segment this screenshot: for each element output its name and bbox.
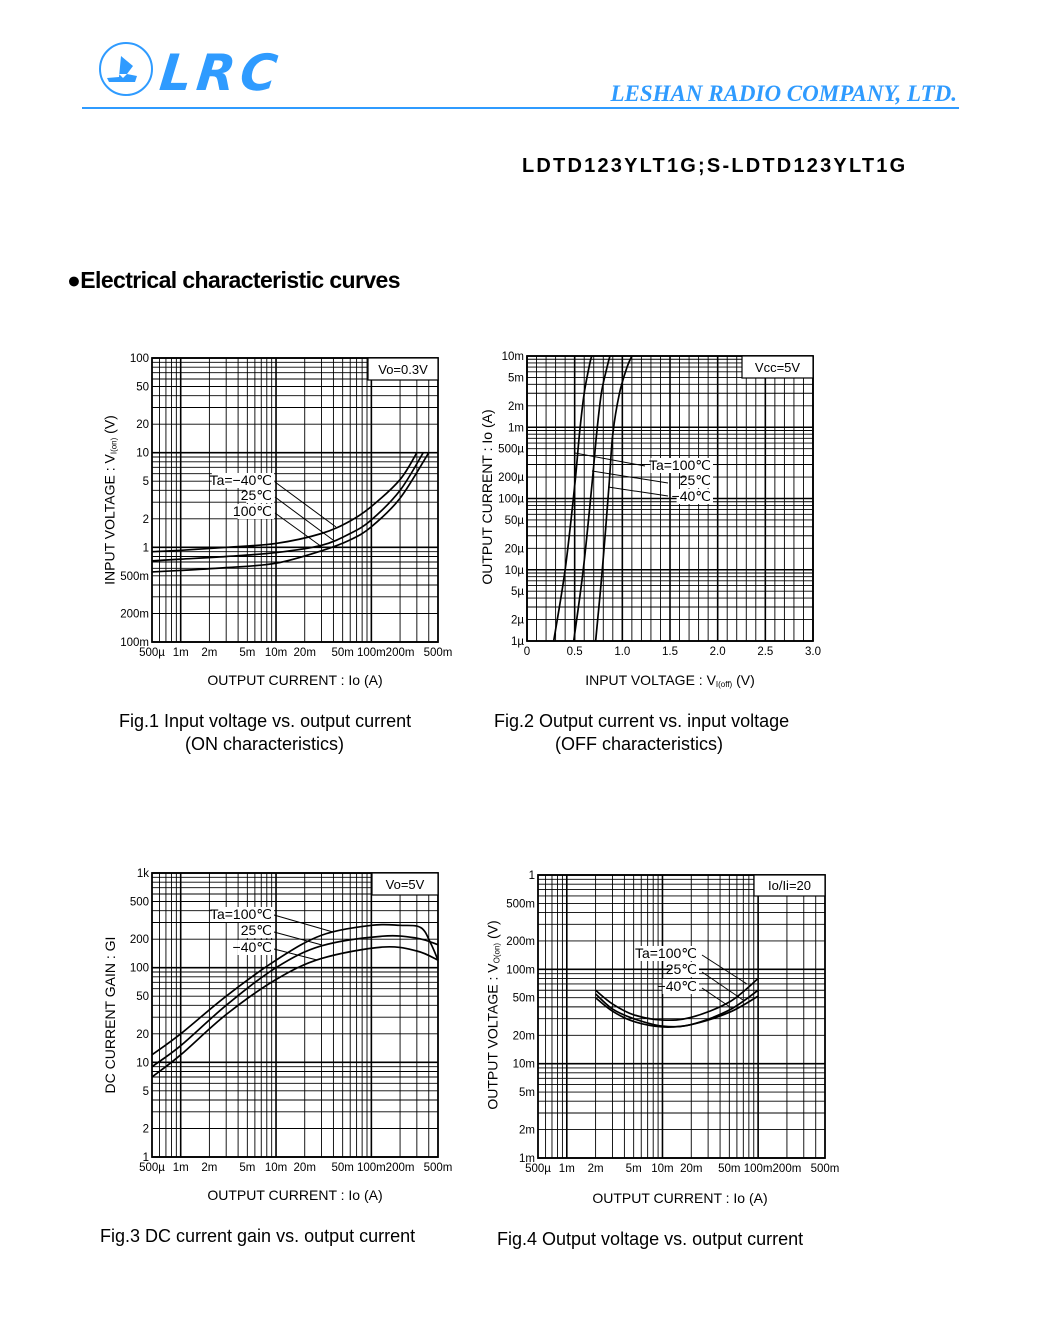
- y-tick-label: 5: [142, 476, 149, 489]
- x-tick-label: 0.5: [566, 646, 583, 658]
- fig4-xlabel-text: OUTPUT CURRENT : Io (A): [592, 1190, 768, 1206]
- condition-label: Vo=0.3V: [378, 362, 428, 377]
- fig2-xlabel-text: INPUT VOLTAGE : V: [585, 672, 716, 688]
- fig4-ylabel-text: OUTPUT VOLTAGE : V: [484, 963, 501, 1110]
- y-tick-label: 100m: [120, 637, 149, 649]
- condition-label: Vcc=5V: [754, 360, 801, 375]
- fig4-caption: Fig.4 Output voltage vs. output current: [497, 1229, 804, 1249]
- x-tick-label: 2m: [587, 1163, 604, 1175]
- y-tick-label: 200µ: [498, 472, 524, 485]
- annotation-leader-line: [608, 487, 668, 496]
- fig2-ylabel-text: OUTPUT CURRENT : Io (A): [479, 409, 495, 585]
- y-tick-label: 5µ: [510, 586, 524, 599]
- y-tick-label: 50m: [512, 992, 535, 1005]
- fig4-ylabel-sub: O(on): [492, 942, 502, 964]
- x-tick-label: 100m: [356, 1162, 386, 1174]
- y-tick-label: 5m: [519, 1087, 535, 1100]
- y-tick-label: 1: [142, 1152, 149, 1164]
- fig3-caption: Fig.3 DC current gain vs. output current: [100, 1226, 416, 1246]
- fig2-chart: [498, 351, 821, 658]
- series-line-1: [152, 936, 438, 1067]
- x-tick-label: 200m: [385, 647, 415, 659]
- y-tick-label: 200m: [506, 935, 535, 948]
- y-tick-label: 1k: [136, 868, 149, 880]
- x-tick-label: 200m: [772, 1163, 802, 1175]
- grid: [152, 358, 438, 642]
- y-tick-label: 10m: [501, 351, 524, 363]
- fig1-xlabel-text: OUTPUT CURRENT : Io (A): [207, 672, 383, 688]
- x-tick-label: 1m: [172, 1162, 189, 1174]
- y-tick-label: 1m: [508, 422, 524, 435]
- x-tick-label: 2.5: [757, 646, 774, 658]
- y-tick-label: 500m: [506, 898, 535, 911]
- plot-frame: [152, 358, 438, 642]
- series-label: 25℃: [240, 487, 272, 503]
- y-tick-label: 5m: [508, 372, 524, 385]
- y-tick-label: 20µ: [504, 543, 524, 556]
- x-tick-label: 100m: [356, 647, 386, 659]
- x-tick-label: 0: [523, 646, 531, 658]
- x-tick-label: 50m: [718, 1163, 741, 1175]
- y-tick-label: 200m: [120, 608, 149, 621]
- fig3-x-axis-label: [207, 1187, 382, 1203]
- x-tick-label: 500m: [423, 1162, 453, 1174]
- fig1-y-axis-label: [102, 415, 119, 585]
- y-tick-label: 100: [129, 962, 149, 975]
- fig3-y-axis-label: [102, 937, 118, 1094]
- x-tick-label: 1.0: [614, 646, 631, 658]
- y-tick-label: 2: [142, 513, 149, 526]
- fig1-subcaption: (ON characteristics): [185, 734, 345, 754]
- x-tick-label: 5m: [239, 647, 256, 659]
- y-tick-label: 50: [136, 991, 149, 1004]
- y-tick-label: 2m: [519, 1124, 535, 1137]
- y-tick-label: 10: [136, 1057, 149, 1070]
- x-tick-label: 20m: [680, 1163, 703, 1175]
- series-line-2: [152, 453, 429, 572]
- y-tick-label: 2: [142, 1123, 149, 1136]
- y-tick-label: 10m: [512, 1058, 535, 1071]
- y-tick-label: 1: [528, 870, 535, 882]
- x-tick-label: 10m: [264, 647, 288, 659]
- condition-label: Io/Ii=20: [767, 878, 812, 893]
- y-tick-label: 100µ: [498, 493, 524, 506]
- y-tick-label: 500µ: [498, 443, 524, 456]
- x-tick-label: 500µ: [525, 1163, 551, 1175]
- part-number: LDTD123YLT1G;S-LDTD123YLT1G: [522, 155, 908, 177]
- x-tick-label: 2.0: [709, 646, 726, 658]
- x-tick-label: 200m: [385, 1162, 415, 1174]
- series-line-0: [152, 925, 438, 1055]
- condition-label: Vo=5V: [385, 877, 425, 892]
- series-label: Ta=−40℃: [209, 472, 272, 488]
- y-tick-label: 20m: [512, 1030, 535, 1043]
- series-label: Ta=100℃: [648, 457, 711, 473]
- y-tick-label: 10: [136, 447, 149, 460]
- series-label: Ta=100℃: [209, 906, 272, 922]
- x-tick-label: 500m: [423, 647, 453, 659]
- y-tick-label: 20: [136, 419, 149, 432]
- fig2-caption: Fig.2 Output current vs. input voltage: [494, 711, 790, 731]
- y-tick-label: 20: [136, 1028, 149, 1041]
- y-tick-label: 5: [142, 1085, 149, 1098]
- x-tick-label: 5m: [239, 1162, 256, 1174]
- fig4-x-axis-label: [592, 1190, 767, 1206]
- x-tick-label: 20m: [293, 647, 316, 659]
- logo-text: LRC: [156, 44, 286, 102]
- x-tick-label: 10m: [264, 1162, 288, 1174]
- grid: [538, 875, 825, 1158]
- fig2-subcaption: (OFF characteristics): [555, 734, 724, 754]
- y-tick-label: 10µ: [504, 564, 524, 577]
- fig4-y-axis-label: [485, 920, 502, 1109]
- fig3-ylabel-text: DC CURRENT GAIN : GI: [102, 936, 118, 1094]
- section-title: ●Electrical characteristic curves: [67, 267, 400, 293]
- fig4-chart: [506, 870, 839, 1175]
- fig2-x-axis-label: [585, 672, 755, 689]
- series-line-2: [152, 947, 438, 1077]
- x-tick-label: 2m: [201, 647, 218, 659]
- annotation-leader-line: [274, 915, 333, 932]
- series-label: −40℃: [232, 939, 272, 955]
- series-label: 25℃: [240, 922, 272, 938]
- y-tick-label: 100: [129, 353, 149, 365]
- x-tick-label: 3.0: [805, 646, 821, 658]
- series-label: 25℃: [679, 472, 711, 488]
- company-name: LESHAN RADIO COMPANY, LTD.: [610, 81, 957, 106]
- y-tick-label: 50: [136, 381, 149, 394]
- fig1-chart: [120, 353, 452, 659]
- fig3-chart: [130, 868, 453, 1174]
- y-tick-label: 1: [142, 542, 149, 555]
- x-tick-label: 20m: [293, 1162, 316, 1174]
- x-tick-label: 1.5: [662, 646, 678, 658]
- x-tick-label: 500µ: [139, 647, 165, 659]
- plot-frame: [152, 873, 438, 1157]
- x-tick-label: 50m: [331, 1162, 354, 1174]
- fig4-ylabel-unit: (V): [484, 920, 501, 943]
- x-tick-label: 1m: [558, 1163, 575, 1175]
- x-tick-label: 2m: [201, 1162, 218, 1174]
- x-tick-label: 5m: [625, 1163, 642, 1175]
- x-tick-label: 1m: [172, 647, 189, 659]
- series-label: 25℃: [665, 961, 697, 977]
- y-tick-label: 200: [129, 934, 149, 947]
- x-tick-label: 10m: [651, 1163, 674, 1175]
- grid: [152, 873, 438, 1157]
- grid: [527, 356, 813, 641]
- fig3-xlabel-text: OUTPUT CURRENT : Io (A): [207, 1187, 383, 1203]
- y-tick-label: 500: [129, 896, 149, 909]
- y-tick-label: 1µ: [510, 636, 524, 648]
- fig2-y-axis-label: [479, 409, 495, 584]
- annotation-leader-line: [275, 482, 336, 527]
- fig1-ylabel-text: INPUT VOLTAGE : V: [101, 454, 118, 585]
- fig2-xlabel-sub: I(off): [715, 680, 733, 689]
- x-tick-label: 500µ: [139, 1162, 165, 1174]
- y-tick-label: 2m: [508, 400, 524, 413]
- series-label: 100℃: [232, 503, 272, 519]
- x-tick-label: 100m: [743, 1163, 773, 1175]
- x-tick-label: 50m: [331, 647, 354, 659]
- series-label: Ta=100℃: [634, 945, 697, 961]
- annotation-leader-line: [702, 988, 733, 1009]
- series-line-2: [596, 996, 759, 1027]
- fig1-x-axis-label: [207, 672, 382, 688]
- series-label: −40℃: [657, 978, 697, 994]
- fig1-ylabel-sub: I(on): [109, 437, 119, 455]
- y-tick-label: 100m: [506, 964, 535, 977]
- y-tick-label: 500m: [120, 570, 149, 583]
- fig1-caption: Fig.1 Input voltage vs. output current: [119, 711, 412, 731]
- fig2-xlabel-unit: (V): [732, 672, 755, 688]
- fig1-ylabel-unit: (V): [101, 415, 118, 438]
- y-tick-label: 1m: [519, 1153, 535, 1165]
- y-tick-label: 50µ: [504, 514, 524, 527]
- y-tick-label: 2µ: [510, 614, 524, 627]
- x-tick-label: 500m: [810, 1163, 840, 1175]
- series-label: −40℃: [671, 488, 711, 504]
- plot-frame: [538, 875, 825, 1158]
